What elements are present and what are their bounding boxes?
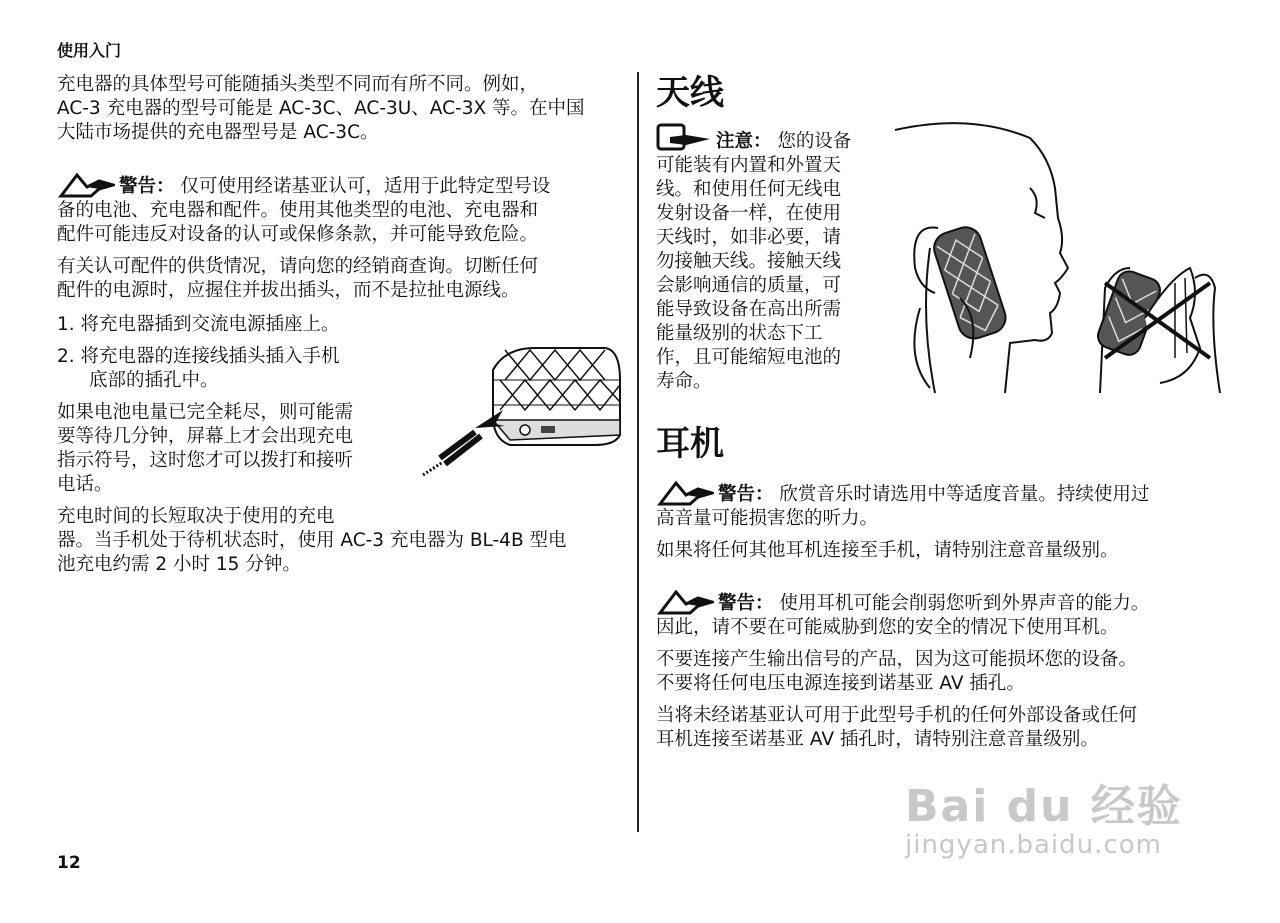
paragraph-battery-empty: 如果电池电量已完全耗尽，则可能需 要等待几分钟，屏幕上才会出现充电 指示符号，这时您才可以拨打和接听 电话。	[57, 402, 354, 495]
page-number: 12	[57, 853, 81, 873]
warning-block-1: 警告： 仅可使用经诺基亚认可，适用于此特定型号设 备的电池、充电器和配件。使用其他类型的电池、充电器和 配件可能违反对设备的认可或保修条款，并可能导致危险。	[57, 172, 627, 247]
step-1: 1. 将充电器插到交流电源插座上。	[57, 314, 340, 335]
warning-hand-icon	[656, 589, 714, 615]
warning-hand-icon	[57, 172, 115, 198]
paragraph-output-signal: 不要连接产生输出信号的产品，因为这可能损坏您的设备。 不要将任何电压电源连接到诺基亚 AV 插孔。	[656, 649, 1138, 694]
paragraph-charge-time: 充电时间的长短取决于使用的充电 器。当手机处于待机状态时，使用 AC-3 充电器为 BL-4B 型电 池充电约需 2 小时 15 分钟。	[57, 506, 567, 575]
column-divider	[637, 72, 639, 832]
left-column	[57, 73, 627, 577]
heading-antenna: 天线	[656, 73, 724, 113]
paragraph-accessories: 有关认可配件的供货情况，请向您的经销商查询。切断任何 配件的电源时，应握住并拔出插头，而不是拉扯电源线。	[57, 256, 539, 301]
note-hand-icon	[656, 123, 712, 153]
warning-block-2: 警告： 欣赏音乐时请选用中等适度音量。持续使用过 高音量可能损害您的听力。	[656, 480, 1226, 531]
step-2: 2. 将充电器的连接线插头插入手机 底部的插孔中。	[57, 346, 340, 391]
note-antenna: 注意： 您的设备 可能装有内置和外置天 线。和使用任何无线电 发射设备一样，在使用 天线时，如非必要，请 勿接触天线。接触天线 会影响通信的质量，可 能导致设备在高出所需 能量级别的状态下工 作，且可能缩短电池的 寿命。	[656, 123, 876, 394]
paragraph-av-jack: 当将未经诺基亚认可用于此型号手机的任何外部设备或任何 耳机连接至诺基亚 AV 插孔时，请特别注意音量级别。	[656, 705, 1138, 750]
warning-block-3: 警告： 使用耳机可能会削弱您听到外界声音的能力。 因此，请不要在可能威胁到您的安全的情况下使用耳机。	[656, 589, 1226, 640]
watermark-brand: Bai du 经验	[905, 781, 1183, 832]
antenna-usage-illustration	[890, 118, 1230, 398]
section-header: 使用入门	[57, 41, 122, 60]
charger-plug-illustration	[415, 340, 630, 480]
watermark-url: jingyan.baidu.com	[905, 830, 1162, 860]
heading-headset: 耳机	[656, 424, 724, 464]
paragraph-volume: 如果将任何其他耳机连接至手机，请特别注意音量级别。	[656, 540, 1119, 561]
paragraph-charger-model: 充电器的具体型号可能随插头类型不同而有所不同。例如， AC-3 充电器的型号可能是 AC-3C、AC-3U、AC-3X 等。在中国 大陆市场提供的充电器型号是 AC-3C。	[57, 74, 585, 143]
baidu-watermark	[905, 770, 1183, 860]
warning-hand-icon	[656, 480, 714, 506]
